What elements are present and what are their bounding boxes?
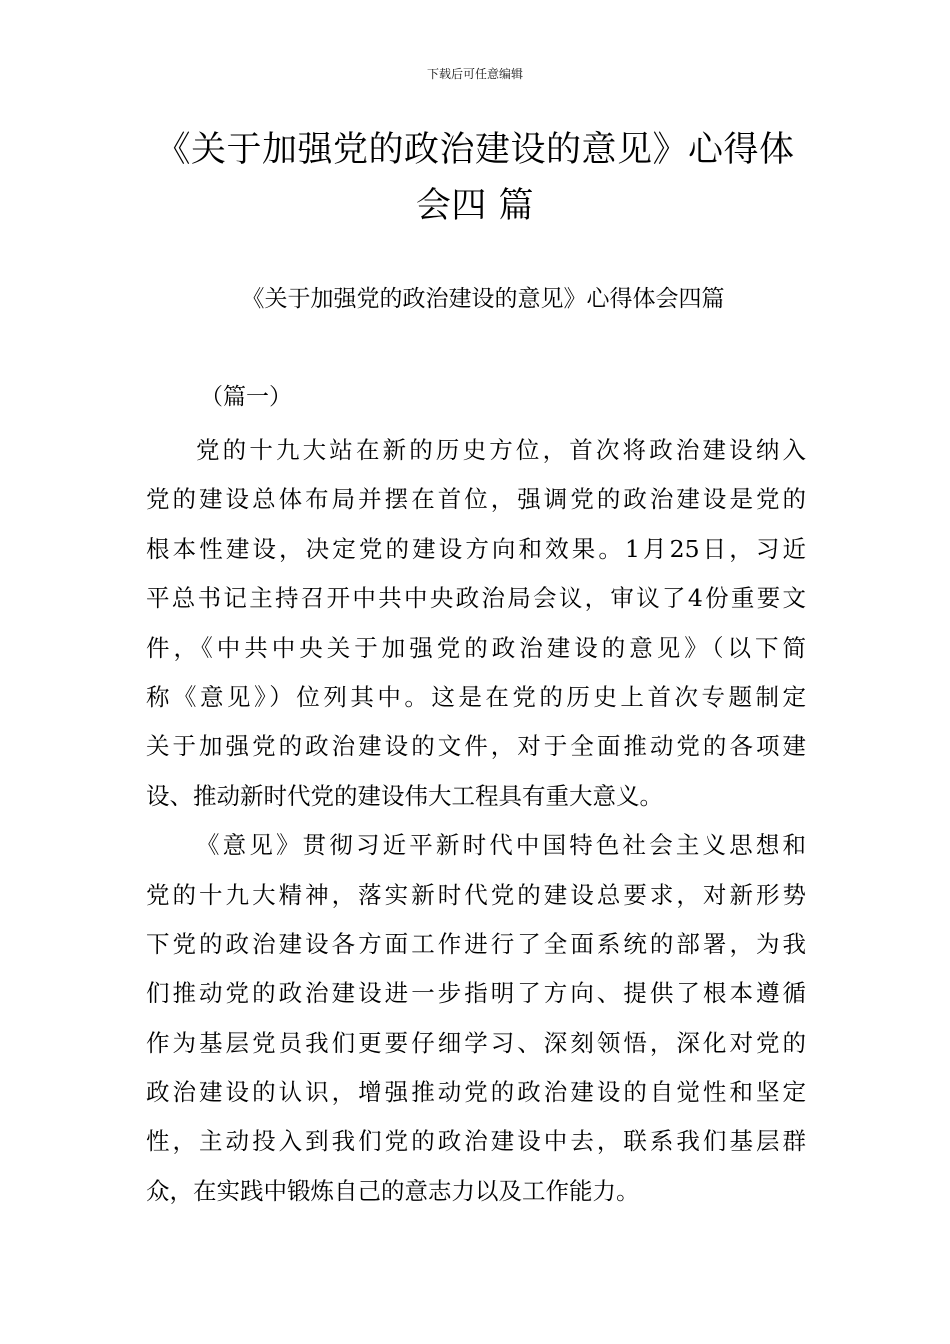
text-line: 众，在实践中锻炼自己的意志力以及工作能力。 [146,1176,640,1205]
text-line: 党的十九大精神，落实新时代党的建设总要求，对新形势 [146,880,806,909]
section-label: （篇一） [200,384,292,410]
text-line: 下党的政治建设各方面工作进行了全面系统的部署，为我 [146,929,806,958]
text-line: 平总书记主持召开中共中央政治局会议，审议了4份重要文 [146,584,806,613]
text-line: 们推动党的政治建设进一步指明了方向、提供了根本遵循 [146,979,806,1008]
title-line-1: 《关于加强党的政治建设的意见》心得体 [155,130,795,170]
text-line: 件，《中共中央关于加强党的政治建设的意见》（以下简 [146,633,806,662]
text-line: 根本性建设，决定党的建设方向和效果。1月25日，习近 [146,534,806,563]
header-note: 下载后可任意编辑 [426,67,523,81]
document-title [110,122,840,234]
text-line: 设、推动新时代党的建设伟大工程具有重大意义。 [146,781,663,810]
document-subtitle: 《关于加强党的政治建设的意见》心得体会四篇 [241,286,725,312]
text-line: 政治建设的认识，增强推动党的政治建设的自觉性和坚定 [146,1078,806,1107]
paragraph-2 [146,821,806,1216]
text-line: 作为基层党员我们更要仔细学习、深刻领悟，深化对党的 [146,1028,806,1057]
document-body [146,426,806,1216]
text-line: 党的十九大站在新的历史方位，首次将政治建设纳入 [196,436,806,464]
text-line: 《意见》贯彻习近平新时代中国特色社会主义思想和 [196,831,806,860]
text-line: 关于加强党的政治建设的文件，对于全面推动党的各项建 [146,732,806,761]
text-line: 称《意见》）位列其中。这是在党的历史上首次专题制定 [146,682,806,711]
text-line: 性，主动投入到我们党的政治建设中去，联系我们基层群 [146,1127,806,1156]
title-line-2: 会四 篇 [415,186,535,226]
paragraph-1 [146,426,806,821]
text-line: 党的建设总体布局并摆在首位，强调党的政治建设是党的 [146,485,806,514]
